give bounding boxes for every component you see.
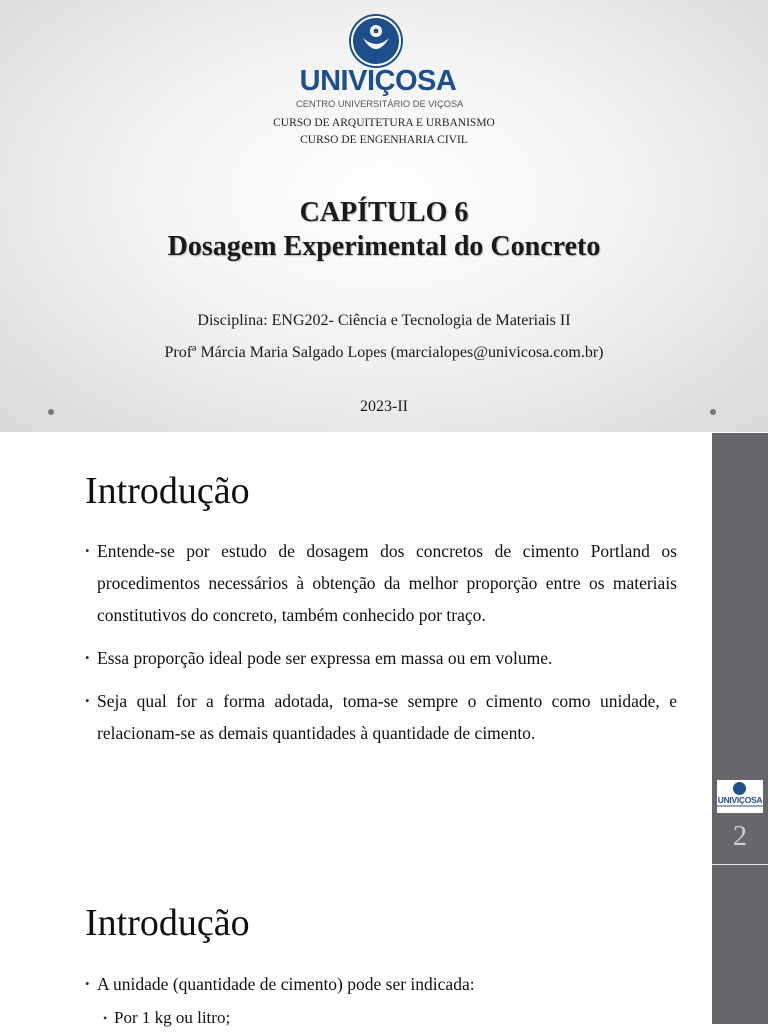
title-slide	[0, 0, 768, 432]
slide-title: Dosagem Experimental do Concreto	[167, 231, 601, 262]
discipline-text: Disciplina: ENG202- Ciência e Tecnologia de Materiais II	[197, 312, 571, 329]
logo-wordmark: UNIVIÇOSA	[299, 65, 457, 97]
sidebar-logo-tagline-bar	[717, 805, 763, 807]
slide2-heading: Introdução	[85, 470, 250, 512]
bullet-item: • A unidade (quantidade de cimento) pode ser indicada:	[85, 968, 677, 1000]
sidebar-logo-wordmark: UNIVIÇOSA	[717, 795, 763, 805]
sidebar-logo-emblem-icon	[733, 782, 746, 795]
logo-emblem-icon	[349, 14, 403, 68]
univicosa-logo	[296, 12, 464, 112]
page-number: 2	[733, 821, 747, 852]
sub-bullet-item: • Por 1 kg ou litro;	[103, 1004, 673, 1032]
slide3-sub-bullet-list	[103, 1004, 673, 1032]
logo-tagline: CENTRO UNIVERSITÁRIO DE VIÇOSA	[296, 99, 464, 109]
course-civil-engineering: CURSO DE ENGENHARIA CIVIL	[300, 134, 468, 146]
decor-dot-left	[48, 409, 54, 415]
bullet-item: • Entende-se por estudo de dosagem dos concretos de cimento Portland os procedimentos necessários à obtenção da melhor proporção entre os materiais constitutivos do concreto, também conhecido por traço.	[85, 535, 677, 631]
slide-separator	[712, 864, 768, 865]
course-architecture: CURSO DE ARQUITETURA E URBANISMO	[273, 117, 495, 129]
sidebar-logo	[717, 780, 763, 813]
bullet-item: • Seja qual for a forma adotada, toma-se sempre o cimento como unidade, e relacionam-se as demais quantidades à quantidade de cimento.	[85, 685, 677, 749]
slide3-heading: Introdução	[85, 902, 250, 944]
professor-text: Profª Márcia Maria Salgado Lopes (marcialopes@univicosa.com.br)	[164, 344, 604, 361]
chapter-label: CAPÍTULO 6	[299, 197, 469, 228]
bullet-item: • Essa proporção ideal pode ser expressa em massa ou em volume.	[85, 642, 677, 674]
term-text: 2023-II	[360, 398, 408, 415]
slide2-bullet-list	[85, 535, 677, 760]
slide-sidebar	[712, 433, 768, 1024]
decor-dot-right	[710, 409, 716, 415]
